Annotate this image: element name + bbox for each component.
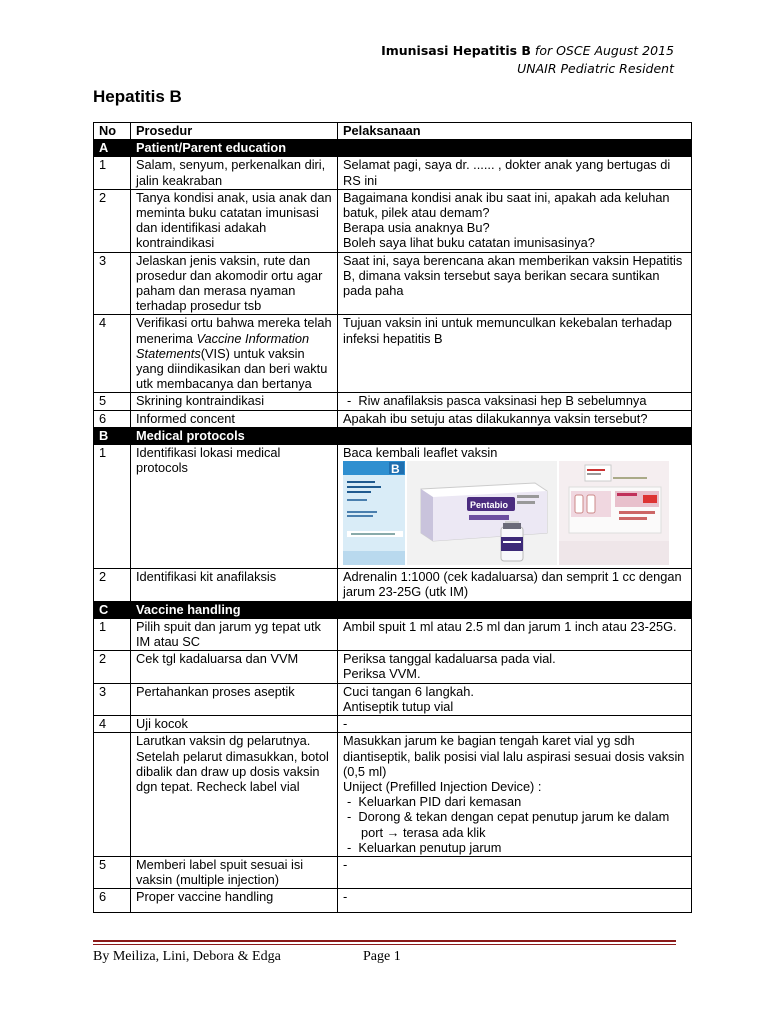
page-header: [381, 42, 674, 78]
footer-authors: By Meiliza, Lini, Debora & Edga: [93, 949, 281, 964]
footer-rule-thin: [93, 944, 676, 945]
table-row: 6 Informed concent Apakah ibu setuju atas dilakukannya vaksin tersebut?: [94, 410, 692, 427]
table-row: 4 Verifikasi ortu bahwa mereka telah menerima Vaccine Information Statements(VIS) untuk vaksin yang diindikasikan dan beri waktu utk membacanya dan bertanya Tujuan vaksin ini untuk memunculkan kekebalan terhadap infeksi hepatitis B: [94, 315, 692, 393]
col-header-pelaksanaan: Pelaksanaan: [338, 123, 692, 140]
table-header-row: [94, 123, 692, 140]
box-brand: Pentabio: [470, 500, 509, 511]
vaccine-photos: [343, 461, 687, 565]
table-row: 1 Pilih spuit dan jarum yg tepat utk IM atau SC Ambil spuit 1 ml atau 2.5 ml dan jarum 1 inch atau 23-25G.: [94, 618, 692, 650]
footer-rule: [93, 940, 676, 942]
col-header-no: No: [94, 123, 131, 140]
col-header-prosedur: Prosedur: [131, 123, 338, 140]
pentabio-image: [407, 461, 557, 565]
table-row: 3 Pertahankan proses aseptik Cuci tangan 6 langkah. Antiseptik tutup vial: [94, 683, 692, 715]
section-b-header: B Medical protocols: [94, 427, 692, 444]
header-line-1: Imunisasi Hepatitis B for OSCE August 2015: [381, 43, 674, 58]
vaccine-box-photo: [343, 461, 405, 565]
vaccine-package-image: [559, 461, 669, 565]
document-title: Hepatitis B: [93, 87, 182, 106]
table-row: 2 Cek tgl kadaluarsa dan VVM Periksa tanggal kadaluarsa pada vial. Periksa VVM.: [94, 651, 692, 683]
vaccine-box-image: [343, 461, 405, 565]
box-letter: B: [391, 462, 400, 477]
table-row: 1 Salam, senyum, perkenalkan diri, jalin keakraban Selamat pagi, saya dr. ...... , dokter anak yang bertugas di RS ini: [94, 157, 692, 189]
table-row: 4 Uji kocok -: [94, 716, 692, 733]
table-row: 2 Identifikasi kit anafilaksis Adrenalin 1:1000 (cek kadaluarsa) dan semprit 1 cc dengan jarum 23-25G (utk IM): [94, 569, 692, 601]
section-a-header: A Patient/Parent education: [94, 140, 692, 157]
procedure-table: [93, 122, 692, 913]
table-row: Larutkan vaksin dg pelarutnya. Setelah pelarut dimasukkan, botol dibalik dan draw up dosis vaksin dgn tepat. Recheck label vial Masukkan jarum ke bagian tengah karet vial yg sdh diantiseptik, balik posisi vial lalu aspirasi sesuai dosis vaksin (0,5 ml) Uniject (Prefilled Injection Device) : - Keluarkan PID dari kemasan - Dorong & tekan dengan cepat penutup jarum ke dalam port → terasa ada klik - Keluarkan penutup jarum: [94, 733, 692, 857]
page-number: Page 1: [363, 949, 401, 964]
table-row: 2 Tanya kondisi anak, usia anak dan meminta buku catatan imunisasi dan identifikasi adakah kontraindikasi Bagaimana kondisi anak ibu saat ini, apakah ada keluhan batuk, pilek atau demam? Berapa usia anaknya Bu? Boleh saya lihat buku catatan imunisasinya?: [94, 189, 692, 252]
table-row: 3 Jelaskan jenis vaksin, rute dan prosedur dan akomodir ortu agar paham dan merasa nyaman terhadap prosedur tsb Saat ini, saya berencana akan memberikan vaksin Hepatitis B, dimana vaksin tersebut saya berikan secara suntikan pada paha: [94, 252, 692, 315]
table-row: 6 Proper vaccine handling -: [94, 889, 692, 913]
vaccine-package-photo: [559, 461, 669, 565]
uniject-steps: - Keluarkan PID dari kemasan - Dorong & tekan dengan cepat penutup jarum ke dalam port → terasa ada klik - Keluarkan penutup jarum: [343, 794, 687, 855]
pentabio-photo: [407, 461, 557, 565]
table-row: 5 Skrining kontraindikasi - Riw anafilaksis pasca vaksinasi hep B sebelumnya: [94, 393, 692, 410]
table-row: 1 Identifikasi lokasi medical protocols Baca kembali leaflet vaksin B Pentabio: [94, 445, 692, 569]
section-c-header: C Vaccine handling: [94, 601, 692, 618]
header-line-2: UNAIR Pediatric Resident: [517, 61, 674, 76]
table-row: 5 Memberi label spuit sesuai isi vaksin (multiple injection) -: [94, 856, 692, 888]
